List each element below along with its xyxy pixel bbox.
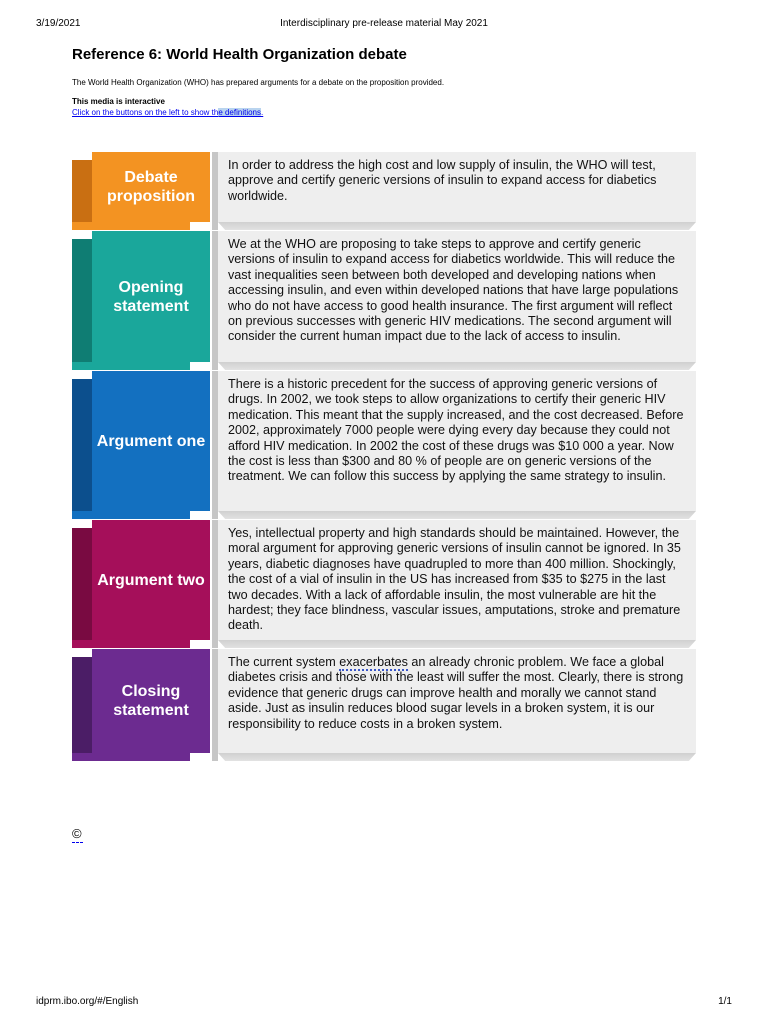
tab-face[interactable]: Argument one: [92, 371, 210, 511]
opening-text: We at the WHO are proposing to take steps to approve and certify generic versions of insulin to expand access for diabetics worldwide. This will reduce the vast inequalities seen between both developed and developing nations when accessing insulin, and even within developed nations that have large populations who do not have access to good health insurance. The first argument will reflect on previous successes with generic HIV medications. The second argument will consider the current human impact due to the lack of access to insulin.: [218, 231, 696, 362]
tab-debate-proposition[interactable]: [72, 152, 212, 230]
closing-panel: [212, 649, 696, 761]
copyright-link[interactable]: [72, 842, 83, 843]
instruction-text: Click on the buttons on the left to show th: [72, 108, 219, 117]
tab-opening-statement[interactable]: [72, 231, 212, 370]
tab-side: [72, 528, 92, 648]
footer-page-number: 1/1: [718, 996, 732, 1007]
debate-row-proposition: [72, 152, 696, 230]
panel-ledge: [218, 640, 696, 648]
print-header-title: Interdisciplinary pre-release material May 2021: [280, 18, 488, 29]
debate-row-opening: [72, 231, 696, 370]
debate-row-argument-two: [72, 520, 696, 648]
proposition-text: In order to address the high cost and low supply of insulin, the WHO will test, approve and certify generic versions of insulin to expand access for diabetics worldwide.: [218, 152, 696, 222]
print-date: 3/19/2021: [36, 18, 81, 29]
instruction-highlight: e definitions: [218, 108, 262, 117]
panel-ledge: [218, 753, 696, 761]
tab-bottom: [72, 511, 190, 519]
tab-closing-statement[interactable]: [72, 649, 212, 761]
tab-side: [72, 657, 92, 761]
tab-argument-two[interactable]: [72, 520, 212, 648]
tab-face[interactable]: Closing statement: [92, 649, 210, 753]
panel-ledge: [218, 222, 696, 230]
page-title: Reference 6: World Health Organization debate: [72, 46, 407, 63]
closing-text-before: The current system: [228, 655, 340, 669]
argument-one-text: There is a historic precedent for the success of approving generic versions of drugs. In 2002, we took steps to allow organizations to certify their generic HIV medication. This meant that the supply increased, and the cost decreased. Before 2002, approximately 7000 people were dying every day because they could not afford HIV medication. In 2002 the cost of these drugs was $10 000 a year. Now the cost is less than $300 and 80 % of people are on generic versions of the treatment. We can follow this success by applying the same strategy to insulin.: [218, 371, 696, 511]
panel-ledge: [218, 362, 696, 370]
instruction-link[interactable]: [72, 108, 263, 117]
tab-side: [72, 239, 92, 370]
panel-ledge: [218, 511, 696, 519]
tab-side: [72, 160, 92, 230]
tab-face[interactable]: Argument two: [92, 520, 210, 640]
tab-face[interactable]: Debate proposition: [92, 152, 210, 222]
copyright-symbol: ©: [72, 826, 82, 841]
tab-bottom: [72, 362, 190, 370]
instruction-end: .: [261, 108, 264, 117]
tab-face[interactable]: Opening statement: [92, 231, 210, 362]
tab-side: [72, 379, 92, 519]
footer-url: idprm.ibo.org/#/English: [36, 996, 139, 1007]
closing-text-after: an already chronic problem. We face a global diabetes crisis and those with the least will suffer the most. Clearly, there is strong evidence that generic drugs can improve health and morally we cannot stand aside. Just as insulin reduces blood sugar levels in a broken system, it is our responsibility to reduce costs in a broken system.: [228, 655, 684, 731]
argument-one-panel: [212, 371, 696, 519]
tab-argument-one[interactable]: [72, 371, 212, 519]
intro-text: The World Health Organization (WHO) has prepared arguments for a debate on the proposition provided.: [72, 78, 445, 87]
opening-panel: [212, 231, 696, 370]
argument-two-panel: [212, 520, 696, 648]
argument-two-text: Yes, intellectual property and high standards should be maintained. However, the moral argument for approving generic versions of insulin cannot be ignored. In 35 years, diabetic diagnoses have quadrupled to more than 400 million. Shockingly, the cost of a vial of insulin in the US has increased from $35 to $275 in the last two decades. With a lack of affordable insulin, the most vulnerable are hit the hardest; they face blindness, vascular issues, amputations, stroke and premature death.: [218, 520, 696, 640]
definition-term-exacerbates[interactable]: exacerbates: [339, 655, 408, 669]
tab-bottom: [72, 753, 190, 761]
debate-row-argument-one: [72, 371, 696, 519]
closing-text: [218, 649, 696, 753]
debate-row-closing: [72, 649, 696, 761]
tab-bottom: [72, 640, 190, 648]
interactive-label: This media is interactive: [72, 97, 165, 106]
tab-bottom: [72, 222, 190, 230]
proposition-panel: [212, 152, 696, 230]
